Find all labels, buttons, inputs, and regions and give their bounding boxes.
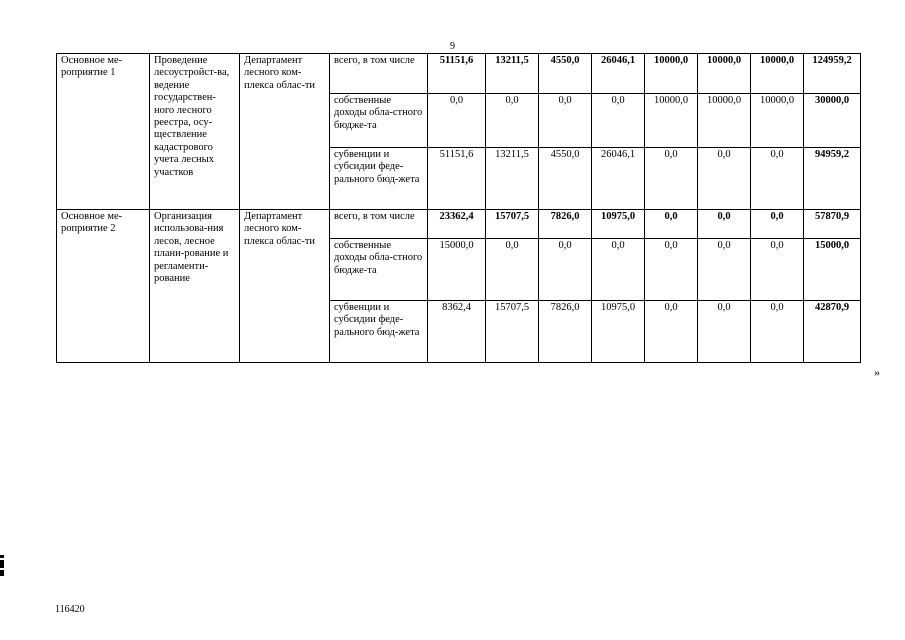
scan-margin-marks — [0, 555, 6, 581]
value-cell: 0,0 — [698, 148, 751, 210]
funding-source-label: собственные доходы обла-стного бюдже-та — [330, 94, 428, 148]
value-cell: 0,0 — [592, 239, 645, 301]
event-name: Основное ме-роприятие 2 — [57, 210, 150, 363]
value-cell: 0,0 — [592, 94, 645, 148]
value-cell: 0,0 — [486, 239, 539, 301]
funding-source-label: собственные доходы обла-стного бюдже-та — [330, 239, 428, 301]
value-cell: 0,0 — [428, 94, 486, 148]
value-cell: 51151,6 — [428, 54, 486, 94]
value-cell: 4550,0 — [539, 54, 592, 94]
value-cell: 10000,0 — [698, 54, 751, 94]
value-cell: 0,0 — [539, 239, 592, 301]
value-cell: 0,0 — [698, 301, 751, 363]
table-row — [57, 54, 861, 94]
table-row — [57, 210, 861, 239]
value-cell: 8362,4 — [428, 301, 486, 363]
value-cell: 10975,0 — [592, 301, 645, 363]
funding-source-label: всего, в том числе — [330, 54, 428, 94]
value-cell: 10000,0 — [645, 54, 698, 94]
value-cell: 26046,1 — [592, 54, 645, 94]
value-cell: 10000,0 — [645, 94, 698, 148]
funding-source-label: субвенции и субсидии феде-рального бюд-жета — [330, 148, 428, 210]
value-cell: 15707,5 — [486, 301, 539, 363]
value-cell: 7826,0 — [539, 301, 592, 363]
budget-table — [56, 53, 861, 363]
total-cell: 30000,0 — [804, 94, 861, 148]
event-executor: Департамент лесного ком-плекса облас-ти — [240, 54, 330, 210]
value-cell: 0,0 — [645, 301, 698, 363]
value-cell: 51151,6 — [428, 148, 486, 210]
value-cell: 0,0 — [486, 94, 539, 148]
value-cell: 0,0 — [751, 210, 804, 239]
value-cell: 0,0 — [698, 210, 751, 239]
total-cell: 42870,9 — [804, 301, 861, 363]
value-cell: 13211,5 — [486, 148, 539, 210]
value-cell: 10975,0 — [592, 210, 645, 239]
funding-source-label: субвенции и субсидии феде-рального бюд-жета — [330, 301, 428, 363]
value-cell: 0,0 — [751, 301, 804, 363]
value-cell: 0,0 — [751, 239, 804, 301]
value-cell: 0,0 — [645, 239, 698, 301]
event-name: Основное ме-роприятие 1 — [57, 54, 150, 210]
value-cell: 0,0 — [539, 94, 592, 148]
total-cell: 15000,0 — [804, 239, 861, 301]
value-cell: 23362,4 — [428, 210, 486, 239]
event-description: Организация использова-ния лесов, лесное плани-рование и регламенти-рование — [150, 210, 240, 363]
value-cell: 0,0 — [698, 239, 751, 301]
value-cell: 4550,0 — [539, 148, 592, 210]
value-cell: 10000,0 — [751, 94, 804, 148]
value-cell: 26046,1 — [592, 148, 645, 210]
funding-source-label: всего, в том числе — [330, 210, 428, 239]
document-id: 116420 — [55, 604, 85, 615]
total-cell: 57870,9 — [804, 210, 861, 239]
value-cell: 10000,0 — [751, 54, 804, 94]
value-cell: 0,0 — [751, 148, 804, 210]
event-executor: Департамент лесного ком-плекса облас-ти — [240, 210, 330, 363]
value-cell: 0,0 — [645, 210, 698, 239]
closing-quote-mark: » — [874, 365, 880, 379]
value-cell: 7826,0 — [539, 210, 592, 239]
value-cell: 10000,0 — [698, 94, 751, 148]
page-number: 9 — [450, 41, 455, 52]
event-description: Проведение лесоустройст-ва, ведение государствен-ного лесного реестра, осу-ществление кадастрового учета лесных участков — [150, 54, 240, 210]
value-cell: 13211,5 — [486, 54, 539, 94]
total-cell: 124959,2 — [804, 54, 861, 94]
total-cell: 94959,2 — [804, 148, 861, 210]
value-cell: 0,0 — [645, 148, 698, 210]
value-cell: 15000,0 — [428, 239, 486, 301]
value-cell: 15707,5 — [486, 210, 539, 239]
